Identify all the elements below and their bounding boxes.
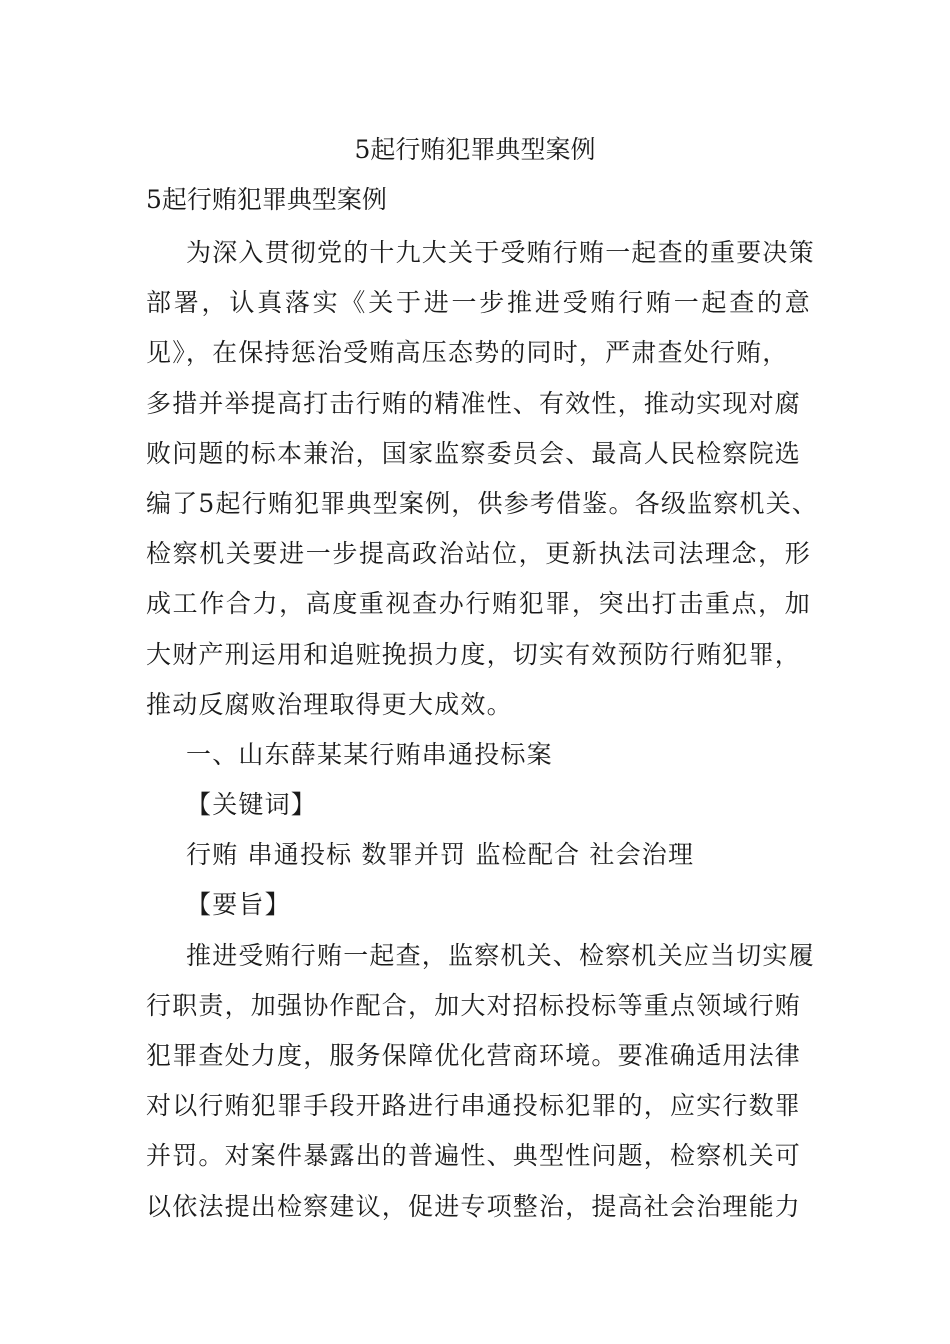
text-line: 行职责，加强协作配合，加大对招标投标等重点领域行贿 xyxy=(146,990,802,1020)
text-line: 【关键词】 xyxy=(186,790,318,820)
text-line: 【要旨】 xyxy=(186,890,291,920)
text-line: 成工作合力，高度重视查办行贿犯罪，突出打击重点，加 xyxy=(146,589,811,619)
text-line: 犯罪查处力度，服务保障优化营商环境。要准确适用法律 xyxy=(146,1041,802,1070)
document-subtitle: 5起行贿犯罪典型案例 xyxy=(146,185,387,214)
text-line: 部署，认真落实《关于进一步推进受贿行贿一起查的意 xyxy=(146,288,811,318)
text-line: 见》，在保持惩治受贿高压态势的同时，严肃查处行贿， xyxy=(146,338,789,368)
text-line: 以依法提出检察建议，促进专项整治，提高社会治理能力 xyxy=(146,1191,802,1221)
document-title: 5起行贿犯罪典型案例 xyxy=(354,135,596,164)
text-line: 大财产刑运用和追赃挽损力度，切实有效预防行贿犯罪， xyxy=(146,639,802,669)
text-line: 多措并举提高打击行贿的精准性、有效性，推动实现对腐 xyxy=(146,388,802,418)
text-line: 并罚。对案件暴露出的普遍性、典型性问题，检察机关可 xyxy=(146,1141,802,1171)
text-line: 推进受贿行贿一起查，监察机关、检察机关应当切实履 xyxy=(186,940,815,970)
text-line: 对以行贿犯罪手段开路进行串通投标犯罪的，应实行数罪 xyxy=(146,1091,802,1121)
text-line: 败问题的标本兼治，国家监察委员会、最高人民检察院选 xyxy=(146,438,802,468)
text-line: 一、山东薛某某行贿串通投标案 xyxy=(186,739,553,769)
text-line: 推动反腐败治理取得更大成效。 xyxy=(146,689,513,719)
text-line: 为深入贯彻党的十九大关于受贿行贿一起查的重要决策 xyxy=(186,238,815,267)
text-line: 行贿 串通投标 数罪并罚 监检配合 社会治理 xyxy=(186,840,695,870)
document-body xyxy=(146,228,826,1232)
text-line: 检察机关要进一步提高政治站位，更新执法司法理念，形 xyxy=(146,539,811,569)
text-line: 编了5起行贿犯罪典型案例，供参考借鉴。各级监察机关、 xyxy=(146,488,819,518)
